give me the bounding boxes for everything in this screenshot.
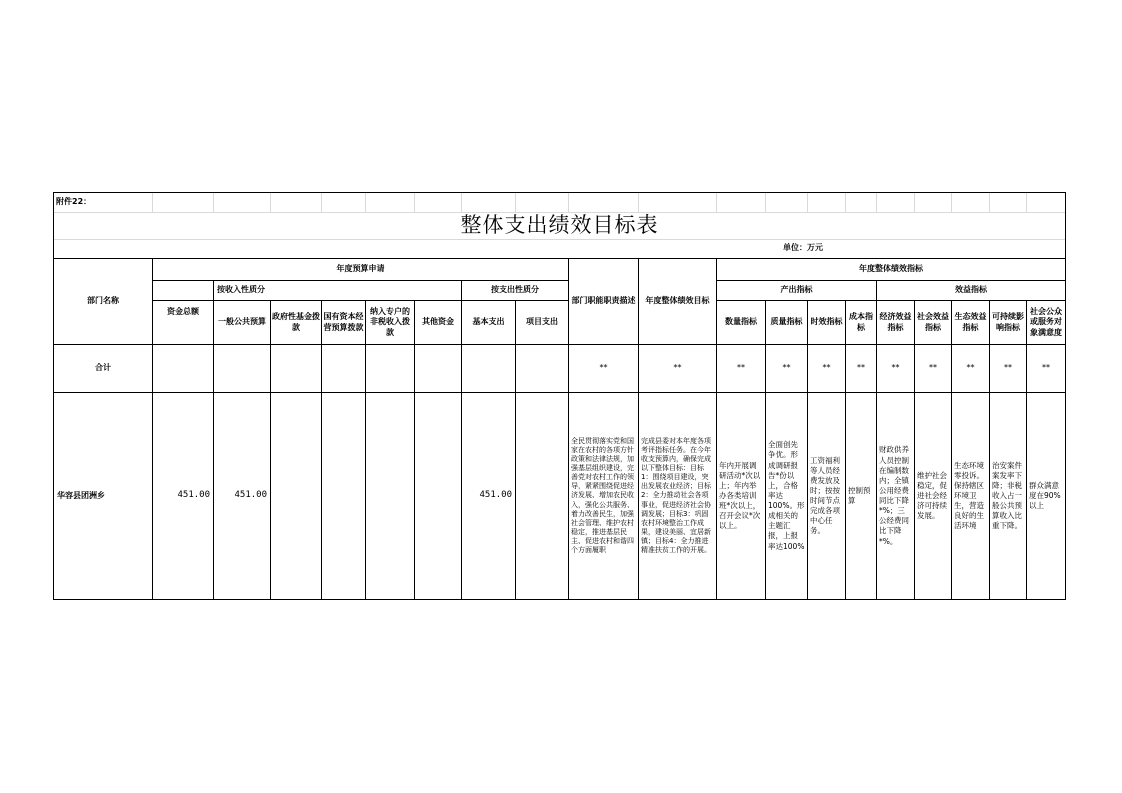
header-satisfaction: 社会公众或服务对象满意度 <box>1030 306 1062 337</box>
data-row-dept: 华容县团洲乡 <box>57 490 105 500</box>
data-row-duty: 全民贯彻落实党和国家在农村的各项方针政策和法律法规，加强基层组织建设，完善党对农村工作的领导，紧紧围绕促进经济发展、增加农民收入，强化公共服务、着力改善民生，加强社会管理、维护农村稳定，推进基层民主、促进农村和谐四个方面履职 <box>571 436 634 555</box>
total-mark-duty: ** <box>599 363 608 373</box>
data-row-sustainable: 治安案件案发率下降；非税收入占一般公共预算收入比重下降。 <box>992 460 1022 531</box>
total-mark-cost: ** <box>857 363 865 373</box>
total-mark-quality: ** <box>782 363 791 373</box>
header-economic: 经济效益指标 <box>879 312 912 332</box>
header-ecological: 生态效益指标 <box>954 312 987 332</box>
header-social: 社会效益指标 <box>917 312 949 332</box>
header-quality: 质量指标 <box>770 317 803 327</box>
unit-label: 单位：万元 <box>783 243 823 253</box>
data-row-cost: 控制预算 <box>848 485 871 505</box>
data-row-general: 451.00 <box>234 490 267 501</box>
total-row-label: 合计 <box>95 363 111 373</box>
header-quantity: 数量指标 <box>725 317 757 327</box>
header-general-budget: 一般公共预算 <box>218 317 266 327</box>
data-row-ecological: 生态环境零投诉。保持辖区环境卫生，营造良好的生活环境 <box>954 460 984 531</box>
header-dept-name: 部门名称 <box>87 296 119 306</box>
total-mark-goal: ** <box>673 363 682 373</box>
header-annual-goal: 年度整体绩效目标 <box>645 296 710 306</box>
header-other-funds: 其他资金 <box>422 317 454 327</box>
header-cost: 成本指标 <box>849 312 873 332</box>
header-special-account: 纳入专户的非税收入拨款 <box>370 306 410 337</box>
header-gov-fund: 政府性基金拨款 <box>272 312 320 332</box>
header-timeliness: 时效指标 <box>810 317 843 327</box>
total-mark-quantity: ** <box>737 363 745 373</box>
header-total-funds: 资金总额 <box>167 307 199 317</box>
data-row-satisfaction: 群众满意度在90%以上 <box>1029 480 1061 511</box>
data-row-social: 维护社会稳定，促进社会经济可持续发展。 <box>917 470 947 521</box>
total-mark-sustainable: ** <box>1004 363 1012 373</box>
header-budget-apply: 年度预算申请 <box>336 264 385 274</box>
header-by-expense: 按支出性质分 <box>491 285 539 295</box>
header-benefit: 效益指标 <box>955 285 987 295</box>
attachment-label: 附件22： <box>56 197 92 207</box>
data-row-quantity: 年内开展调研活动*次以上；年内举办各类培训班*次以上，召开会议*次以上。 <box>719 460 761 531</box>
total-mark-social: ** <box>929 363 937 373</box>
data-row-total: 451.00 <box>177 490 210 501</box>
header-state-capital: 国有资本经营预算拨款 <box>323 312 364 332</box>
data-row-basic: 451.00 <box>479 490 512 501</box>
total-mark-ecological: ** <box>966 363 975 373</box>
data-row-timeliness: 工资福利等人员经费发放及时；按按时间节点完成各项中心任务。 <box>810 455 840 536</box>
header-dept-duty: 部门职能职责描述 <box>571 296 636 306</box>
data-row-goal: 完成县委对本年度各项考评指标任务。在今年收支预算内，确保完成以下整体目标：目标1：围绕项目建设，突出发展农业经济；目标2：全力推动社会各项事业，促进经济社会协调发展；目标3：巩固农村环境整治工作成果，建设美丽、宜居新镇；目标4：全力推进精准扶贫工作的开展。 <box>641 436 711 555</box>
total-mark-satisfaction: ** <box>1042 363 1050 373</box>
page-title: 整体支出绩效目标表 <box>460 212 659 237</box>
header-perf-indicators: 年度整体绩效指标 <box>859 264 923 274</box>
header-output: 产出指标 <box>780 285 813 295</box>
total-mark-timeliness: ** <box>822 363 831 373</box>
total-mark-economic: ** <box>891 363 900 373</box>
header-project-exp: 项目支出 <box>526 317 558 327</box>
header-by-income: 按收入性质分 <box>217 285 265 295</box>
header-sustainable: 可持续影响指标 <box>992 312 1024 332</box>
header-basic-exp: 基本支出 <box>472 317 505 327</box>
data-row-quality: 全面创先争优。形成调研报告*份以上，合格率达100%。形成相关的主题汇报，上报率达100% <box>768 440 805 551</box>
data-row-economic: 财政供养人员控制在编制数内；全镇公用经费同比下降*%；三公经费同比下降*%。 <box>879 445 909 546</box>
performance-table <box>53 192 1066 600</box>
